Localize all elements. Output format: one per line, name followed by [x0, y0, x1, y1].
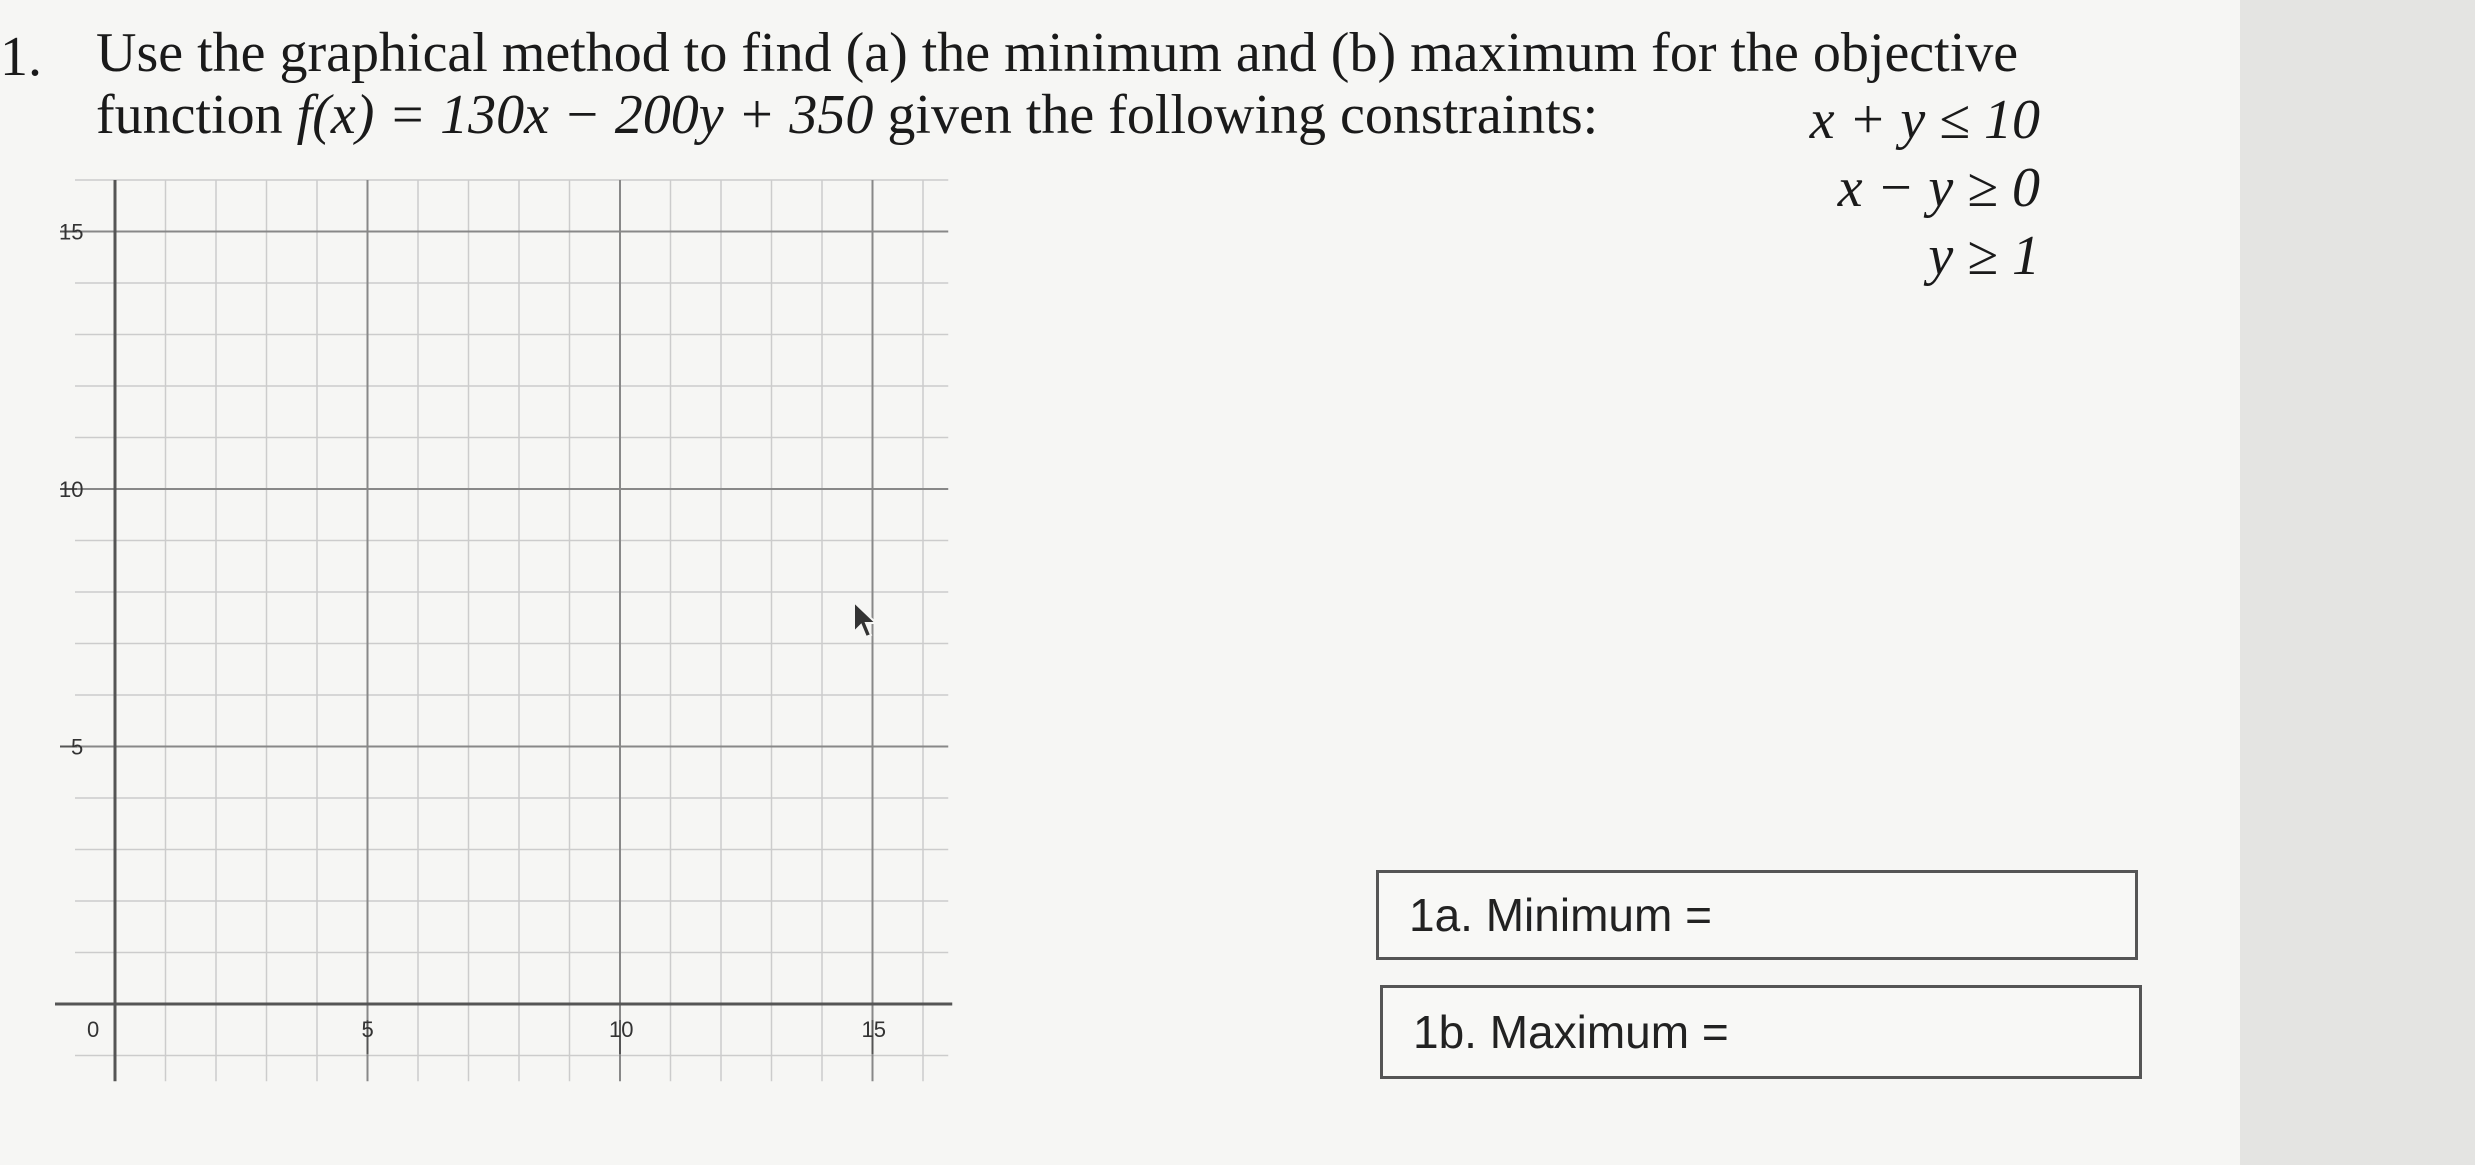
x-tick-label-15: 15: [861, 1017, 886, 1042]
question-line-2-suffix: given the following constraints:: [887, 84, 1599, 146]
graph-tick-labels: [59, 220, 886, 1043]
x-tick-label-10: 10: [609, 1017, 634, 1042]
question-line-1: Use the graphical method to find (a) the minimum and (b) maximum for the objective: [96, 22, 2019, 84]
question-line-2-prefix: function: [96, 84, 283, 146]
y-tick-label-10: 10: [59, 477, 84, 502]
objective-function: f(x) = 130x − 200y + 350: [296, 84, 874, 146]
maximum-answer-box[interactable]: [1380, 985, 2142, 1079]
maximum-answer-field[interactable]: [1741, 1001, 2127, 1063]
constraints-list: [1700, 86, 2040, 290]
origin-label: 0: [87, 1017, 100, 1042]
constraint-2: x − y ≥ 0: [1837, 157, 2040, 219]
maximum-label: 1b. Maximum =: [1413, 1006, 1729, 1058]
minimum-answer-field[interactable]: [1724, 886, 2123, 945]
x-tick-label-5: 5: [361, 1017, 374, 1042]
minimum-answer-box[interactable]: [1376, 870, 2138, 960]
mouse-pointer-icon: [852, 600, 882, 642]
grid-major-lines: [60, 180, 948, 1081]
grid-minor-lines: [75, 180, 948, 1081]
question-number: 1.: [0, 26, 42, 88]
y-tick-label-5: 5: [71, 734, 84, 760]
minimum-label: 1a. Minimum =: [1409, 889, 1712, 941]
constraint-1: x + y ≤ 10: [1809, 89, 2040, 151]
graph-axes: [55, 180, 952, 1081]
background-edge: [2240, 0, 2475, 1165]
y-tick-label-15: 15: [59, 219, 84, 245]
constraint-3: y ≥ 1: [1928, 225, 2040, 287]
coordinate-graph[interactable]: [0, 165, 980, 1095]
